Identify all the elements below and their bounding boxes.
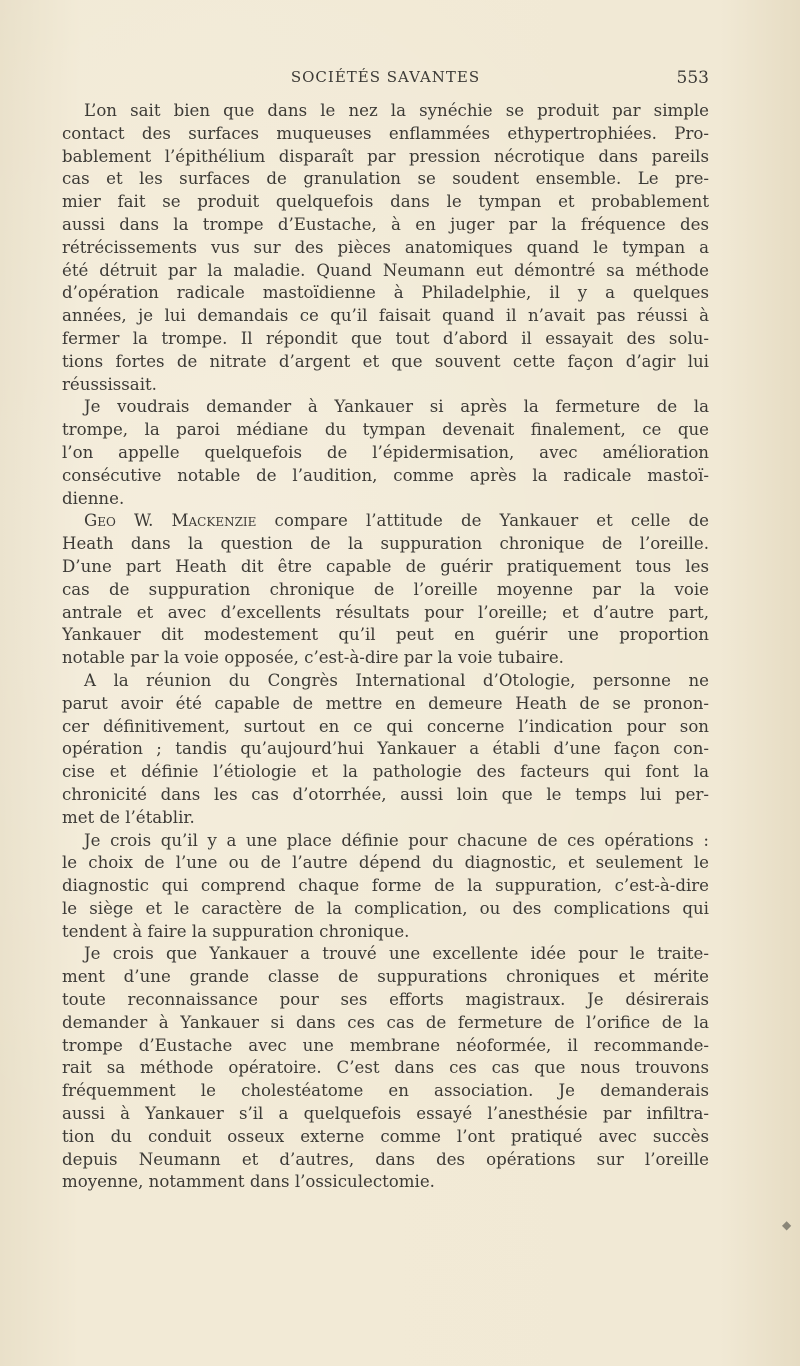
text-line: cise et définie l’étiologie et la pathologie des facteurs qui font la bbox=[62, 762, 709, 782]
text-line: Heath dans la question de la suppuration chronique de l’oreille. bbox=[62, 534, 709, 554]
text-line: années, je lui demandais ce qu’il faisait quand il n’avait pas réussi à bbox=[62, 306, 709, 326]
body-text bbox=[62, 100, 709, 1194]
text-line: réussissait. bbox=[62, 374, 157, 394]
text-line: l’on appelle quelquefois de l’épidermisation, avec amélioration bbox=[62, 442, 709, 462]
text-line: fréquemment le cholestéatome en association. Je demanderais bbox=[62, 1081, 709, 1101]
text-line: opération ; tandis qu’aujourd’hui Yankauer a établi d’une façon con- bbox=[62, 739, 709, 759]
text-line: demander à Yankauer si dans ces cas de fermeture de l’orifice de la bbox=[62, 1012, 709, 1032]
text-line: tion du conduit osseux externe comme l’ont pratiqué avec succès bbox=[62, 1126, 709, 1146]
text-line: chronicité dans les cas d’otorrhée, aussi loin que le temps lui per- bbox=[62, 784, 709, 804]
text-line: met de l’établir. bbox=[62, 807, 195, 827]
text-line: D’une part Heath dit être capable de guérir pratiquement tous les bbox=[62, 556, 709, 576]
text-line: Je voudrais demander à Yankauer si après la fermeture de la bbox=[84, 397, 709, 417]
running-head: SOCIÉTÉS SAVANTES bbox=[290, 68, 481, 86]
text-line: contact des surfaces muqueuses enflammées ethypertrophiées. Pro- bbox=[62, 123, 709, 143]
text-line: rait sa méthode opératoire. C’est dans ces cas que nous trouvons bbox=[62, 1058, 709, 1078]
page-header bbox=[62, 68, 709, 94]
text-line: le choix de l’une ou de l’autre dépend du diagnostic, et seulement le bbox=[62, 853, 709, 873]
page-number: 553 bbox=[676, 68, 709, 88]
speaker-name: Geo W. Mackenzie bbox=[84, 511, 257, 531]
text-line: fermer la trompe. Il répondit que tout d’abord il essayait des solu- bbox=[62, 328, 709, 348]
text-line: cer définitivement, surtout en ce qui concerne l’indication pour son bbox=[62, 716, 709, 736]
text-line: dienne. bbox=[62, 488, 125, 508]
text-line: diagnostic qui comprend chaque forme de la suppuration, c’est-à-dire bbox=[62, 876, 709, 896]
text-line: consécutive notable de l’audition, comme après la radicale mastoï- bbox=[62, 465, 709, 485]
text-line: tions fortes de nitrate d’argent et que souvent cette façon d’agir lui bbox=[62, 351, 709, 371]
text-line: parut avoir été capable de mettre en demeure Heath de se pronon- bbox=[62, 693, 709, 713]
text-line: notable par la voie opposée, c’est-à-dire par la voie tubaire. bbox=[62, 648, 564, 668]
text-line: Je crois qu’il y a une place définie pour chacune de ces opérations : bbox=[84, 830, 709, 850]
text-line: mier fait se produit quelquefois dans le tympan et probablement bbox=[62, 192, 709, 212]
text-line: d’opération radicale mastoïdienne à Philadelphie, il y a quelques bbox=[62, 283, 709, 303]
text-line: Yankauer dit modestement qu’il peut en guérir une proportion bbox=[62, 625, 709, 645]
text-line: aussi dans la trompe d’Eustache, à en juger par la fréquence des bbox=[62, 214, 709, 234]
text-line: cas de suppuration chronique de l’oreille moyenne par la voie bbox=[62, 579, 709, 599]
text-line: trompe d’Eustache avec une membrane néoformée, il recommande- bbox=[62, 1035, 709, 1055]
text-line: ment d’une grande classe de suppurations chroniques et mérite bbox=[62, 967, 709, 987]
text-line: aussi à Yankauer s’il a quelquefois essayé l’anesthésie par infiltra- bbox=[62, 1104, 709, 1124]
text-line: cas et les surfaces de granulation se soudent ensemble. Le pre- bbox=[62, 169, 709, 189]
text-line: depuis Neumann et d’autres, dans des opérations sur l’oreille bbox=[62, 1149, 709, 1169]
text-line: antrale et avec d’excellents résultats pour l’oreille; et d’autre part, bbox=[62, 602, 709, 622]
text-line: tendent à faire la suppuration chronique. bbox=[62, 921, 410, 941]
text-line: rétrécissements vus sur des pièces anatomiques quand le tympan a bbox=[62, 237, 709, 257]
text-line: été détruit par la maladie. Quand Neumann eut démontré sa méthode bbox=[62, 260, 709, 280]
text-line: L’on sait bien que dans le nez la synéchie se produit par simple bbox=[84, 101, 709, 120]
text-line: trompe, la paroi médiane du tympan devenait finalement, ce que bbox=[62, 420, 709, 440]
text-line: Je crois que Yankauer a trouvé une excellente idée pour le traite- bbox=[84, 944, 709, 964]
text-line: bablement l’épithélium disparaît par pression nécrotique dans pareils bbox=[62, 146, 709, 166]
text-line: A la réunion du Congrès International d’Otologie, personne ne bbox=[84, 670, 709, 690]
text-line: le siège et le caractère de la complication, ou des complications qui bbox=[62, 898, 709, 918]
text-line: moyenne, notamment dans l’ossiculectomie. bbox=[62, 1172, 435, 1192]
text-line bbox=[62, 510, 709, 533]
dot-ornament-icon: ◆ bbox=[782, 1218, 792, 1232]
text-line: toute reconnaissance pour ses efforts magistraux. Je désirerais bbox=[62, 990, 709, 1010]
text-line-continuation: compare l’attitude de Yankauer et celle de bbox=[274, 511, 709, 531]
